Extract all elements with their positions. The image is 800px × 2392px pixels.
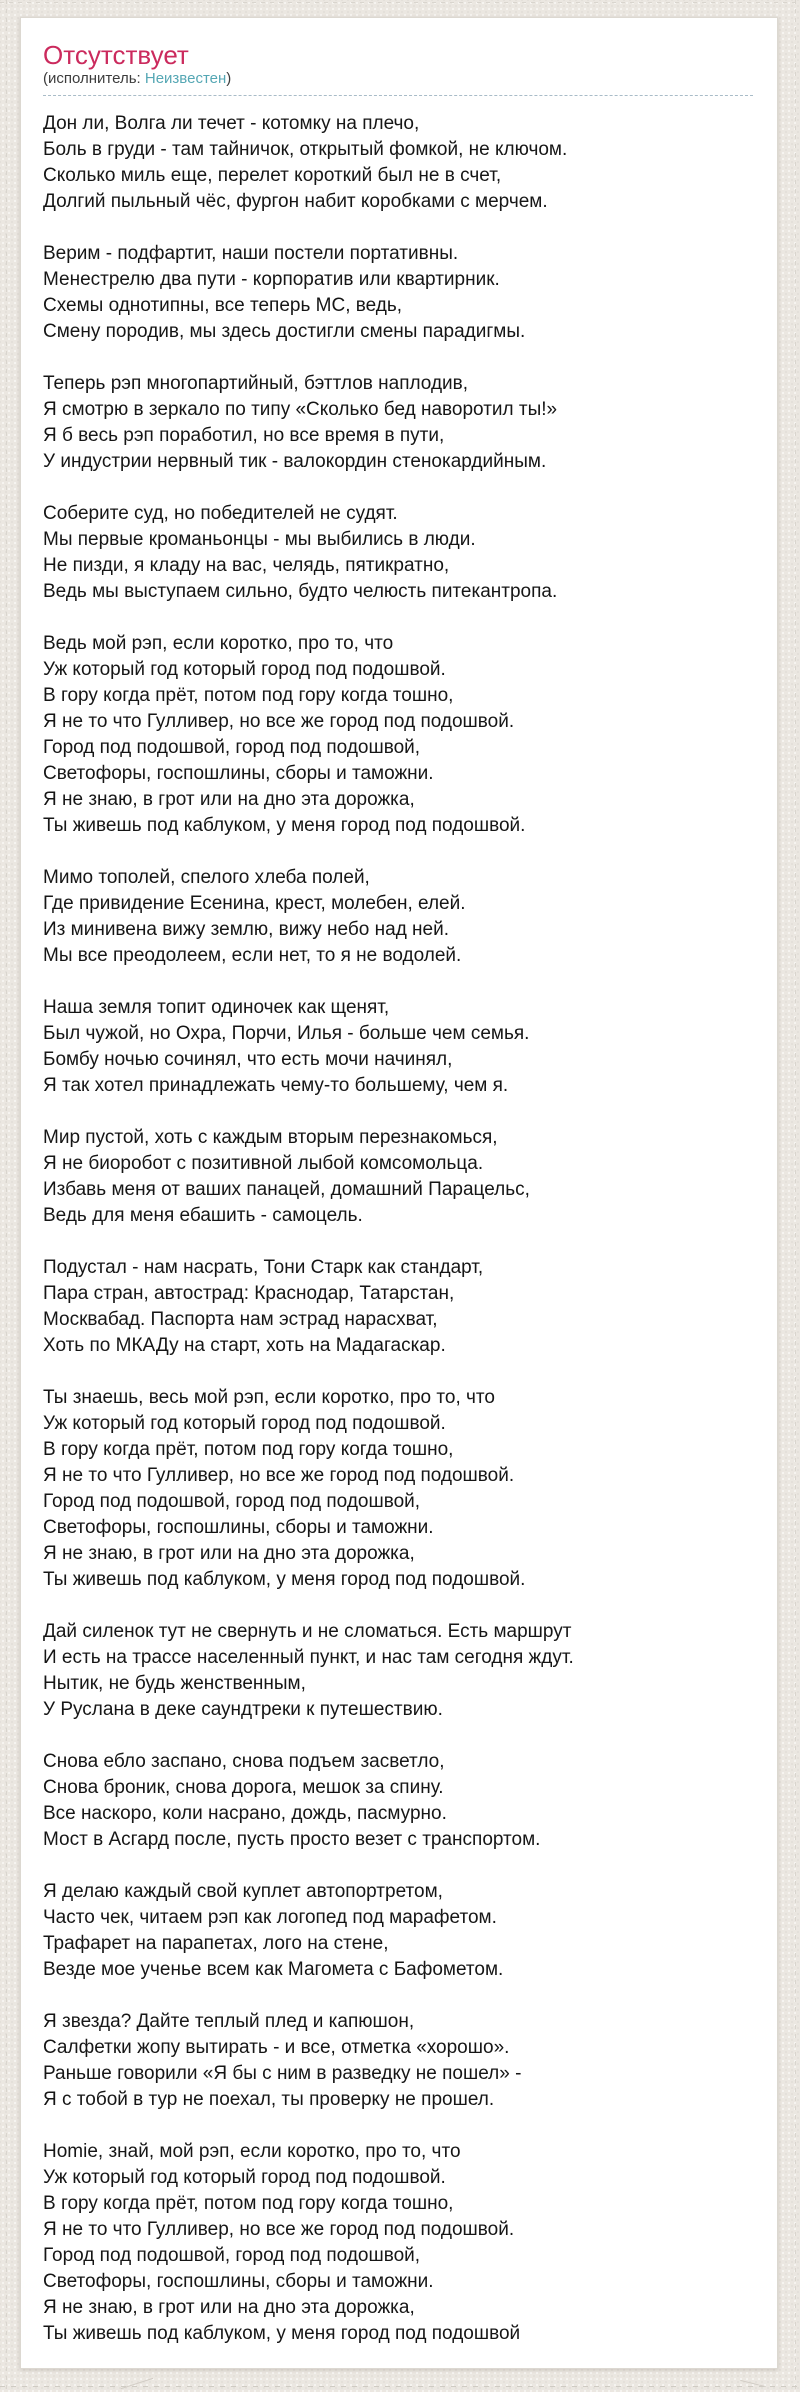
artist-label: (исполнитель:	[43, 70, 145, 87]
stanza: Дай силенок тут не свернуть и не сломаться. Есть маршрут И есть на трассе населенный пункт, и нас там сегодня ждут. Нытик, не будь женственным, У Руслана в деке саундтреки к путешествию.	[43, 1621, 574, 1720]
stitch-mark	[121, 2378, 154, 2389]
stanza: Ты знаешь, весь мой рэп, если коротко, про то, что Уж который год который город под подошвой. В гору когда прёт, потом под гору когда тошно, Я не то что Гулливер, но все же город под подошвой. Город под подошвой, город под подошвой, Светофоры, госпошлины, сборы и таможни. Я не знаю, в грот или на дно эта дорожка, Ты живешь под каблуком, у меня город под подошвой.	[43, 1387, 526, 1590]
stanza: Соберите суд, но победителей не судят. Мы первые кроманьонцы - мы выбились в люди. Не пизди, я кладу на вас, челядь, пятикратно, Ведь мы выступаем сильно, будто челюсть питекантропа.	[43, 503, 558, 602]
song-header	[43, 42, 753, 96]
artist-label-close: )	[226, 70, 232, 87]
stanza: Ведь мой рэп, если коротко, про то, что Уж который год который город под подошвой. В гору когда прёт, потом под гору когда тошно, Я не то что Гулливер, но все же город под подошвой. Город под подошвой, город под подошвой, Светофоры, госпошлины, сборы и таможни. Я не знаю, в грот или на дно эта дорожка, Ты живешь под каблуком, у меня город под подошвой.	[43, 633, 526, 836]
stanza: Снова ебло заспано, снова подъем засветло, Снова броник, снова дорога, мешок за спину. Все наскоро, коли насрано, дождь, пасмурно. Мост в Асгард после, пусть просто везет с транспортом.	[43, 1751, 541, 1850]
stitch-seam-top	[0, 2, 800, 3]
stanza: Теперь рэп многопартийный, бэттлов наплодив, Я смотрю в зеркало по типу «Сколько бед наворотил ты!» Я б весь рэп поработил, но все время в пути, У индустрии нервный тик - валокордин стенокардийным.	[43, 373, 558, 472]
stanza: Мимо тополей, спелого хлеба полей, Где привидение Есенина, крест, молебен, елей. Из минивена вижу землю, вижу небо над ней. Мы все преодолеем, если нет, то я не водолей.	[43, 867, 466, 966]
stanza: Homie, знай, мой рэп, если коротко, про то, что Уж который год который город под подошвой. В гору когда прёт, потом под гору когда тошно, Я не то что Гулливер, но все же город под подошвой. Город под подошвой, город под подошвой, Светофоры, госпошлины, сборы и таможни. Я не знаю, в грот или на дно эта дорожка, Ты живешь под каблуком, у меня город под подошвой	[43, 2141, 521, 2344]
stanza: Верим - подфартит, наши постели портативны. Менестрелю два пути - корпоратив или квартирник. Схемы однотипны, все теперь MC, ведь, Смену породив, мы здесь достигли смены парадигмы.	[43, 243, 526, 342]
stanza: Наша земля топит одиночек как щенят, Был чужой, но Охра, Порчи, Илья - больше чем семья. Бомбу ночью сочинял, что есть мочи начинял, Я так хотел принадлежать чему-то большему, чем я.	[43, 997, 530, 1096]
lyrics-text	[43, 96, 753, 2347]
lyrics-card	[20, 17, 778, 2369]
stitch-mark	[740, 2380, 765, 2387]
stanza: Я делаю каждый свой куплет автопортретом, Часто чек, читаем рэп как логопед под марафетом. Трафарет на парапетах, лого на стене, Везде мое ученье всем как Магомета с Бафометом.	[43, 1881, 504, 1980]
stanza: Дон ли, Волга ли течет - котомку на плечо, Боль в груди - там тайничок, открытый фомкой, не ключом. Сколько миль еще, перелет короткий был не в счет, Долгий пыльный чёс, фургон набит коробками с мерчем.	[43, 113, 568, 212]
stanza: Мир пустой, хоть с каждым вторым перезнакомься, Я не биоробот с позитивной лыбой комсомольца. Избавь меня от ваших панацей, домашний Парацельс, Ведь для меня ебашить - самоцель.	[43, 1127, 530, 1226]
stanza: Подустал - нам насрать, Тони Старк как стандарт, Пара стран, автострад: Краснодар, Татарстан, Москвабад. Паспорта нам эстрад нарасхват, Хоть по МКАДу на старт, хоть на Мадагаскар.	[43, 1257, 484, 1356]
stitch-seam-left	[6, 0, 7, 2392]
page-title: Отсутствует	[43, 40, 189, 70]
artist-line	[43, 70, 753, 88]
stitch-seam-right	[795, 0, 796, 2392]
artist-link[interactable]: Неизвестен	[144, 70, 227, 87]
stitch-seam-bottom	[0, 2386, 800, 2387]
stanza: Я звезда? Дайте теплый плед и капюшон, Салфетки жопу вытирать - и все, отметка «хорошо». Раньше говорили «Я бы с ним в разведку не пошел» - Я с тобой в тур не поехал, ты проверку не прошел.	[43, 2011, 522, 2110]
